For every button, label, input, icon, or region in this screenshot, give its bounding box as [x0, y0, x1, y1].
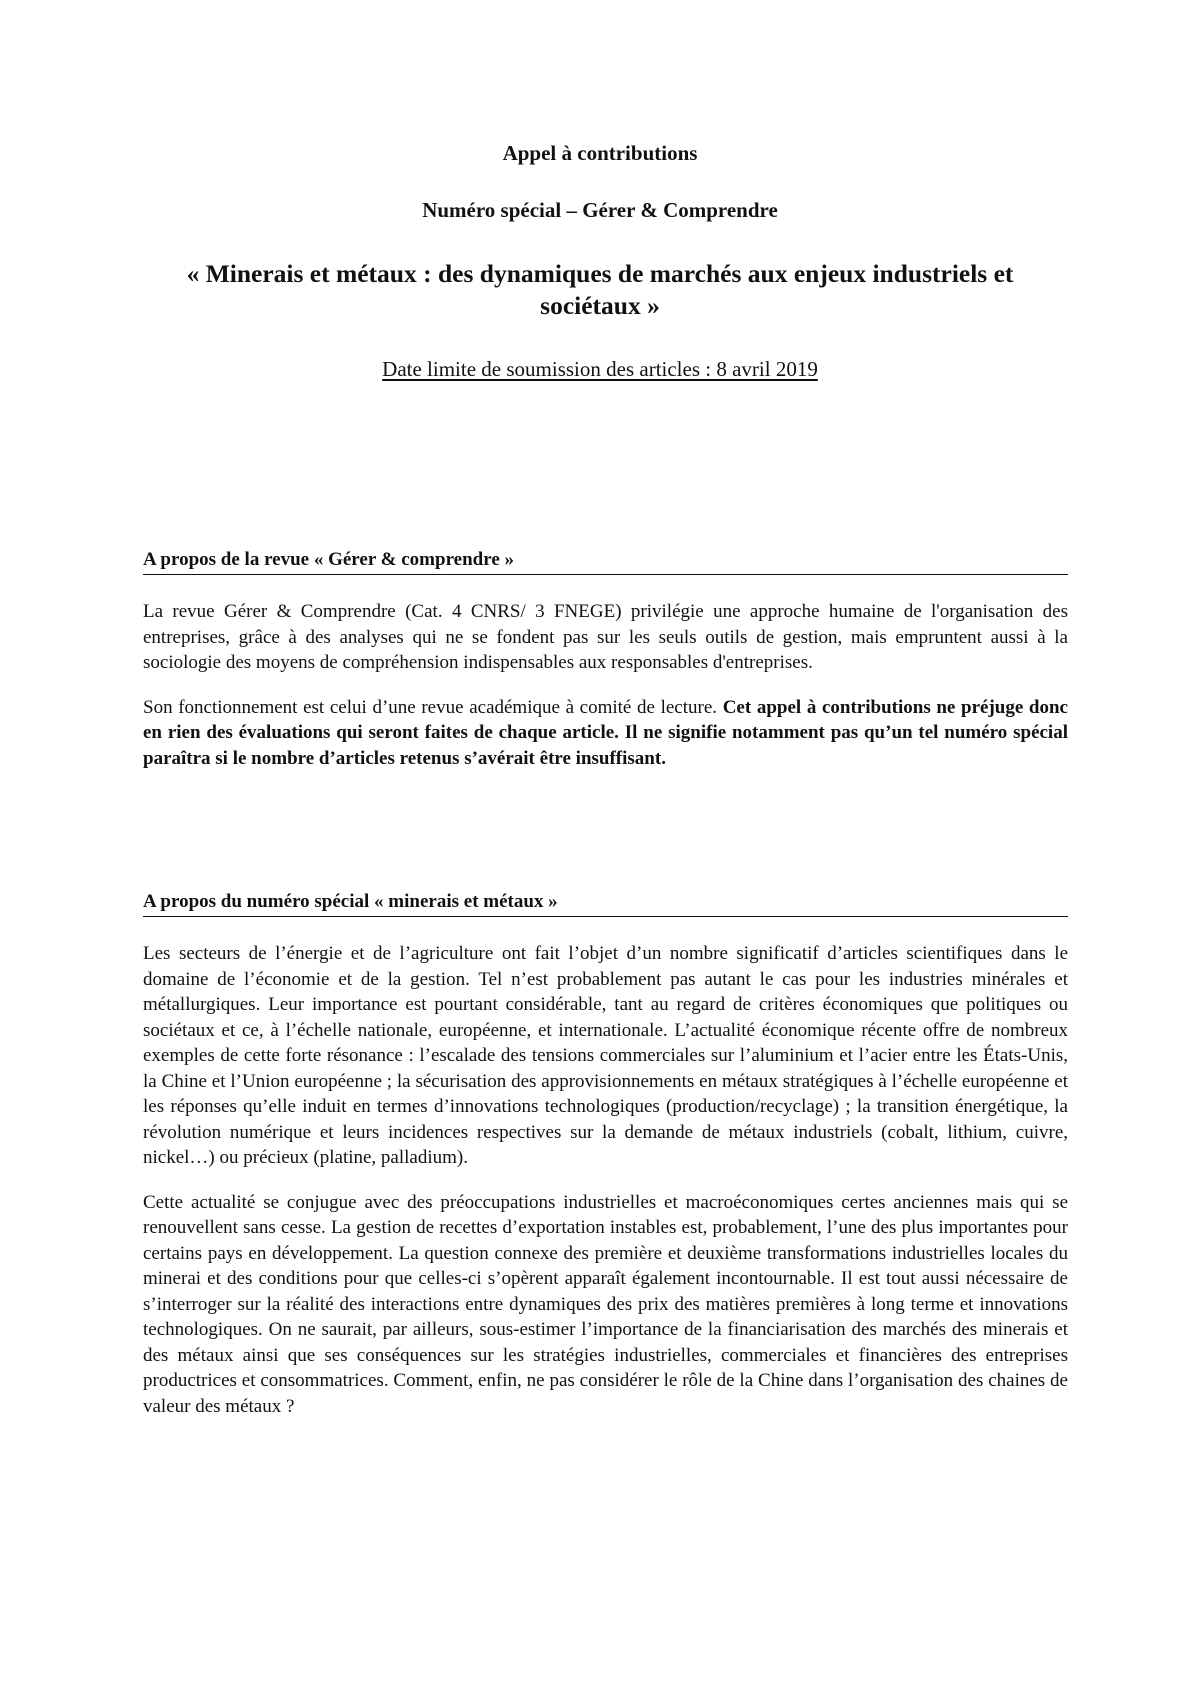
paragraph-journal-description: La revue Gérer & Comprendre (Cat. 4 CNRS/ 3 FNEGE) privilégie une approche humaine de l'organisation des entreprises, grâce à des analyses qui ne se fondent pas sur les seuls outils de gestion, mais empruntent aussi à la sociologie des moyens de compréhension indispensables aux responsables d'entreprises. — [143, 601, 1068, 673]
section-about-journal — [143, 548, 1068, 771]
submission-deadline-text: Date limite de soumission des articles : 8 avril 2019 — [382, 357, 818, 381]
submission-deadline — [0, 357, 1200, 382]
review-process-disclaimer: Cet appel à contributions ne préjuge donc en rien des évaluations qui seront faites de chaque article. Il ne signifie notamment pas qu’un tel numéro spécial paraîtra si le nombre d’articles retenus s’avérait être insuffisant. — [143, 696, 1068, 769]
paragraph-review-process — [143, 695, 1068, 772]
special-issue-heading: Numéro spécial – Gérer & Comprendre — [422, 198, 778, 222]
document-title: « Minerais et métaux : des dynamiques de marchés aux enjeux industriels et sociétaux » — [186, 259, 1014, 320]
section-heading-special-issue: A propos du numéro spécial « minerais et métaux » — [143, 890, 1068, 917]
section-about-special-issue — [143, 890, 1068, 1419]
section-heading-about-journal: A propos de la revue « Gérer & comprendre » — [143, 548, 1068, 575]
paragraph-context: Les secteurs de l’énergie et de l’agriculture ont fait l’objet d’un nombre significatif d’articles scientifiques dans le domaine de l’économie et de la gestion. Tel n’est probablement pas autant le cas pour les industries minérales et métallurgiques. Leur importance est pourtant considérable, tant au regard de critères économiques que politiques ou sociétaux et ce, à l’échelle nationale, européenne, et internationale. L’actualité économique récente offre de nombreux exemples de cette forte résonance : l’escalade des tensions commerciales sur l’aluminium et l’acier entre les États-Unis, la Chine et l’Union européenne ; la sécurisation des approvisionnements en métaux stratégiques à l’échelle européenne et les réponses qu’elle induit en termes d’innovations technologiques (production/recyclage) ; la transition énergétique, la révolution numérique et leurs incidences respectives sur la demande de métaux industriels (cobalt, lithium, cuivre, nickel…) ou précieux (platine, palladium). — [143, 943, 1068, 1168]
call-heading: Appel à contributions — [502, 141, 698, 165]
review-process-text: Son fonctionnement est celui d’une revue académique à comité de lecture. — [143, 696, 723, 718]
paragraph-issues: Cette actualité se conjugue avec des préoccupations industrielles et macroéconomiques certes anciennes mais qui se renouvellent sans cesse. La gestion de recettes d’exportation instables est, probablement, l’une des plus importantes pour certains pays en développement. La question connexe des première et deuxième transformations industrielles locales du minerai et des conditions pour que celles-ci s’opèrent apparaît également incontournable. Il est tout aussi nécessaire de s’interroger sur la réalité des interactions entre dynamiques des prix des matières premières à long terme et innovations technologiques. On ne saurait, par ailleurs, sous-estimer l’importance de la financiarisation des marchés des minerais et des métaux ainsi que ses conséquences sur les stratégies industrielles, commerciales et financières des entreprises productrices et consommatrices. Comment, enfin, ne pas considérer le rôle de la Chine dans l’organisation des chaines de valeur des métaux ? — [143, 1191, 1068, 1417]
